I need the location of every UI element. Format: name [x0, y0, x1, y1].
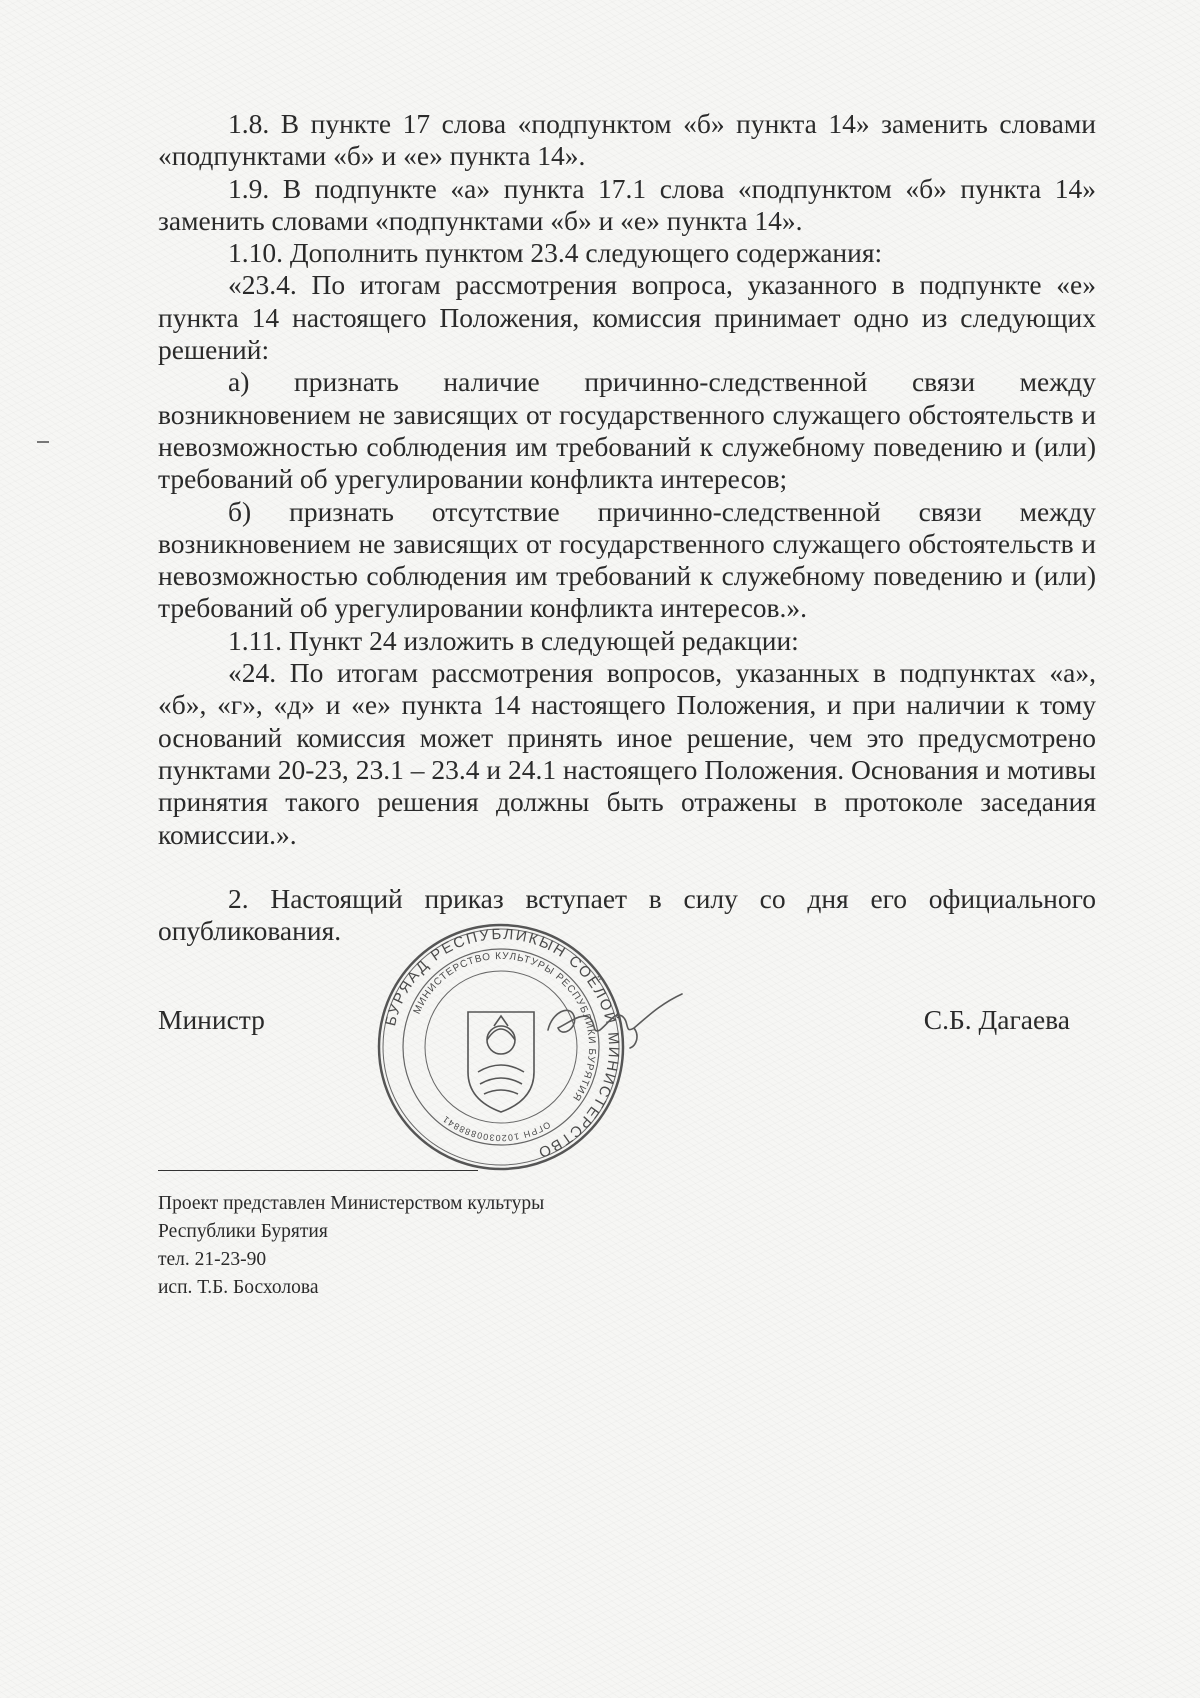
paragraph-1-9: 1.9. В подпункте «а» пункта 17.1 слова «подпунктом «б» пункта 14» заменить словами «подпунктами «б» и «е» пункта 14».: [158, 172, 1096, 236]
paragraph-item-a: а) признать наличие причинно-следственной связи между возникновением не зависящих от государственного служащего обстоятельств и невозможностью соблюдения им требований к служебному поведению и (или) требований об урегулировании конфликта интересов;: [158, 366, 1096, 495]
footer-line-phone: тел. 21-23-90: [158, 1249, 267, 1270]
paragraph-1-8: 1.8. В пункте 17 слова «подпунктом «б» пункта 14» заменить словами «подпунктами «б» и «е» пункта 14».: [158, 108, 1096, 172]
handwritten-signature: [540, 982, 690, 1052]
seal-outer-text: БУРЯАД РЕСПУБЛИКЫН СОЁЛОЙ МИНИСТЕРСТВО: [382, 925, 623, 1162]
footer-line-prepared-by: Проект представлен Министерством культуры: [158, 1193, 545, 1214]
footer-line-executor: исп. Т.Б. Босхолова: [158, 1277, 319, 1298]
paragraph-23-4: «23.4. По итогам рассмотрения вопроса, указанного в подпункте «е» пункта 14 настоящего Положения, комиссия принимает одно из следующих решений:: [158, 269, 1096, 366]
paragraph-1-11: 1.11. Пункт 24 изложить в следующей редакции:: [228, 624, 799, 656]
effective-clause: 2. Настоящий приказ вступает в силу со дня его официального опубликования.: [158, 882, 1096, 947]
seal-ogrn: ОГРН 1020300888841: [440, 1113, 553, 1144]
paragraph-24: «24. По итогам рассмотрения вопросов, указанных в подпунктах «а», «б», «г», «д» и «е» пункта 14 настоящего Положения, и при наличии к тому оснований комиссия может принять иное решение, чем это предусмотрено пунктами 20-23, 23.1 – 23.4 и 24.1 настоящего Положения. Основания и мотивы принятия такого решения должны быть отражены в протоколе заседания комиссии.».: [158, 657, 1096, 850]
paragraph-gap: [158, 851, 1096, 883]
footer-line-republic: Республики Бурятия: [158, 1221, 328, 1242]
scan-edge-mark: [37, 441, 49, 443]
signatory-name: С.Б. Дагаева: [923, 1004, 1070, 1035]
seal-inner-text: МИНИСТЕРСТВО КУЛЬТУРЫ РЕСПУБЛИКИ БУРЯТИЯ: [411, 950, 598, 1104]
document-body: [158, 108, 1096, 947]
paragraph-item-b: б) признать отсутствие причинно-следственной связи между возникновением не зависящих от государственного служащего обстоятельств и невозможностью соблюдения им требований к служебному поведению и (или) требований об урегулировании конфликта интересов.».: [158, 495, 1096, 624]
coat-of-arms-icon: [468, 1012, 534, 1112]
footer-divider: [158, 1170, 478, 1171]
signatory-title: Министр: [158, 1004, 265, 1035]
paragraph-1-10: 1.10. Дополнить пунктом 23.4 следующего содержания:: [228, 237, 883, 269]
document-footer: [158, 1190, 544, 1302]
